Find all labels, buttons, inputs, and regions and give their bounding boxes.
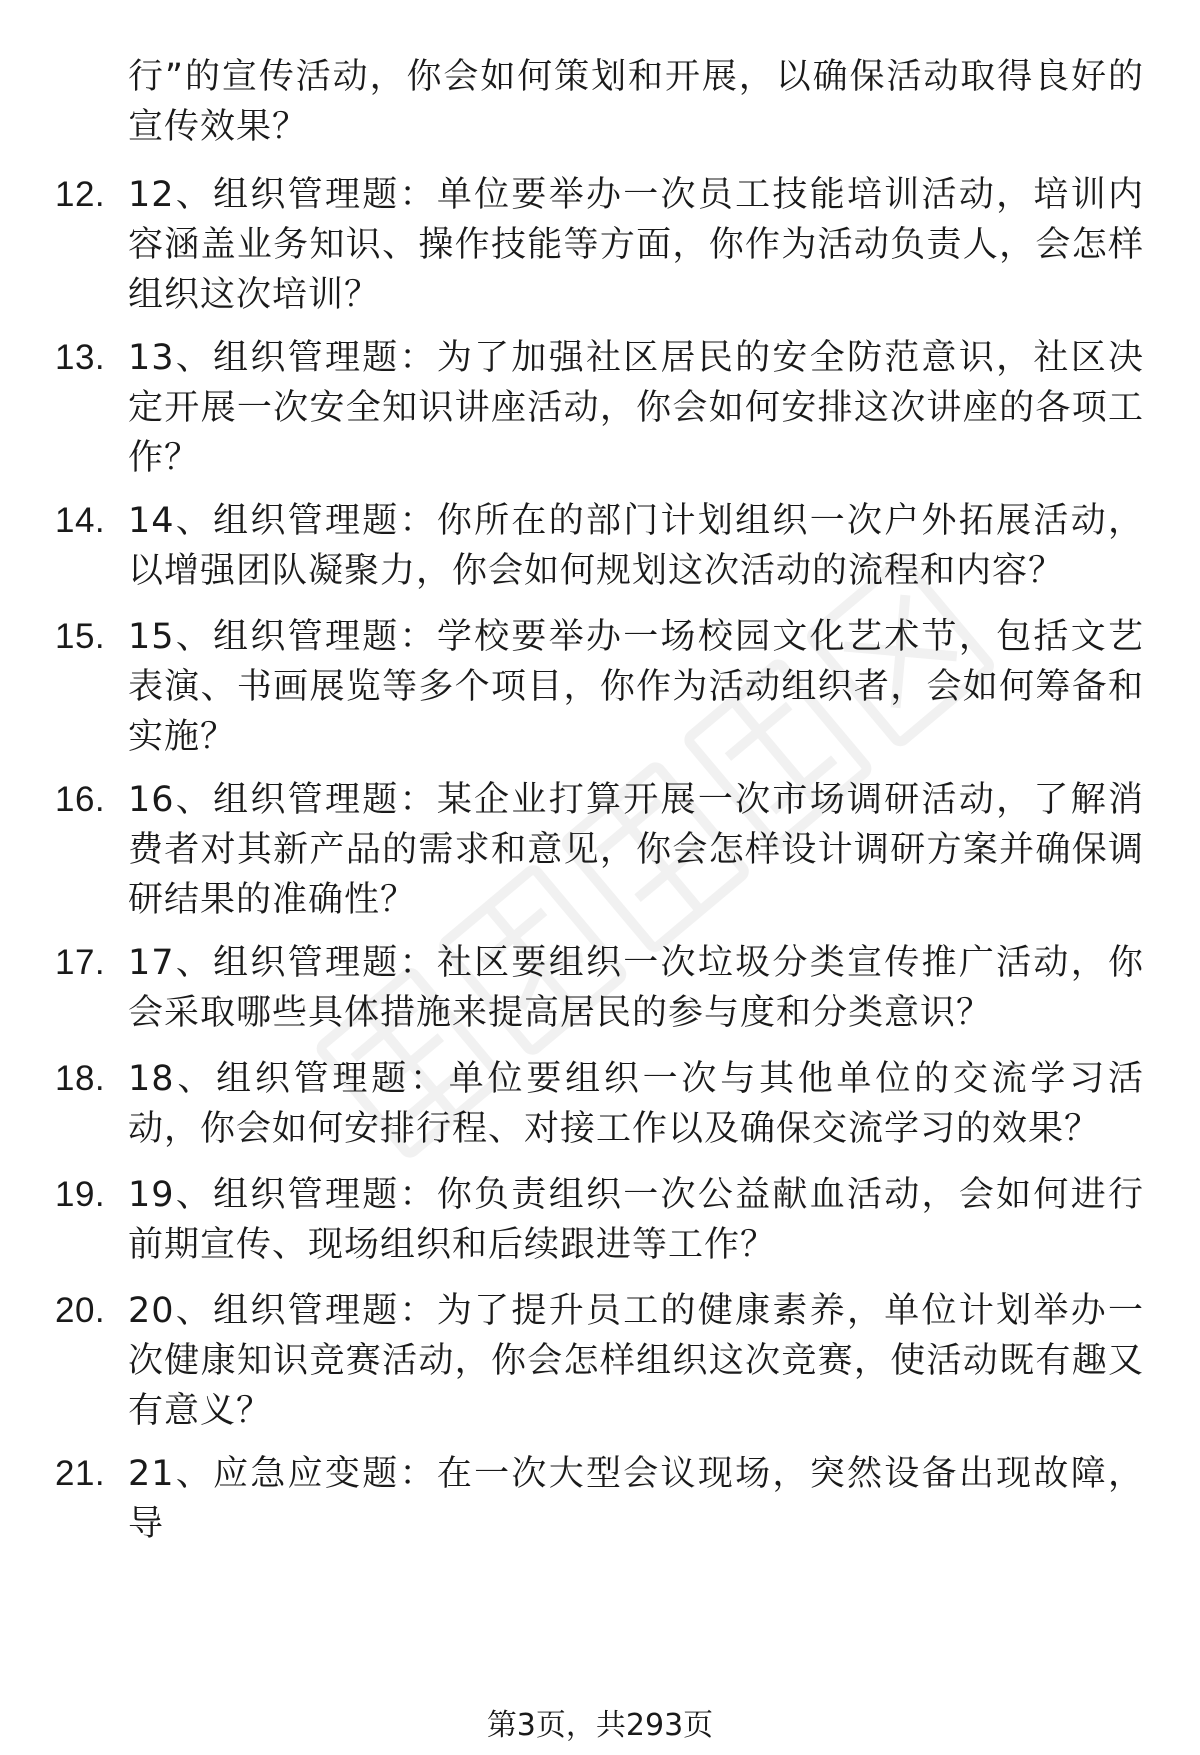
item-text: 14、组织管理题：你所在的部门计划组织一次户外拓展活动，以增强团队凝聚力，你会如何规划这次活动的流程和内容？ (128, 501, 1144, 591)
item-text: 13、组织管理题：为了加强社区居民的安全防范意识，社区决定开展一次安全知识讲座活动，你会如何安排这次讲座的各项工作？ (128, 338, 1144, 478)
item-number: 17. (55, 943, 106, 982)
item-number: 13. (55, 338, 106, 377)
item-text: 19、组织管理题：你负责组织一次公益献血活动，会如何进行前期宣传、现场组织和后续跟进等工作？ (128, 1175, 1144, 1265)
item-number: 20. (55, 1291, 106, 1330)
item-text: 12、组织管理题：单位要举办一次员工技能培训活动，培训内容涵盖业务知识、操作技能等方面，你作为活动负责人，会怎样组织这次培训？ (128, 175, 1144, 315)
item-number: 16. (55, 780, 106, 819)
item-text: 17、组织管理题：社区要组织一次垃圾分类宣传推广活动，你会采取哪些具体措施来提高居民的参与度和分类意识？ (128, 943, 1144, 1033)
item-text: 20、组织管理题：为了提升员工的健康素养，单位计划举办一次健康知识竞赛活动，你会怎样组织这次竞赛，使活动既有趣又有意义？ (128, 1291, 1144, 1431)
item-number: 19. (55, 1175, 106, 1214)
item-number: 14. (55, 501, 106, 540)
item-number: 18. (55, 1059, 106, 1098)
item-number: 15. (55, 617, 106, 656)
item-text: 行”的宣传活动，你会如何策划和开展，以确保活动取得良好的宣传效果？ (128, 57, 1144, 147)
page-footer: 第3页，共293页 (486, 1708, 714, 1743)
item-text: 16、组织管理题：某企业打算开展一次市场调研活动，了解消费者对其新产品的需求和意见，你会怎样设计调研方案并确保调研结果的准确性？ (128, 780, 1144, 920)
item-text: 21、应急应变题：在一次大型会议现场，突然设备出现故障，导 (128, 1454, 1144, 1544)
item-text: 15、组织管理题：学校要举办一场校园文化艺术节，包括文艺表演、书画展览等多个项目，你作为活动组织者，会如何筹备和实施？ (128, 617, 1144, 757)
item-number: 21. (55, 1454, 106, 1493)
item-text: 18、组织管理题：单位要组织一次与其他单位的交流学习活动，你会如何安排行程、对接工作以及确保交流学习的效果？ (128, 1059, 1144, 1149)
item-number: 12. (55, 175, 106, 214)
